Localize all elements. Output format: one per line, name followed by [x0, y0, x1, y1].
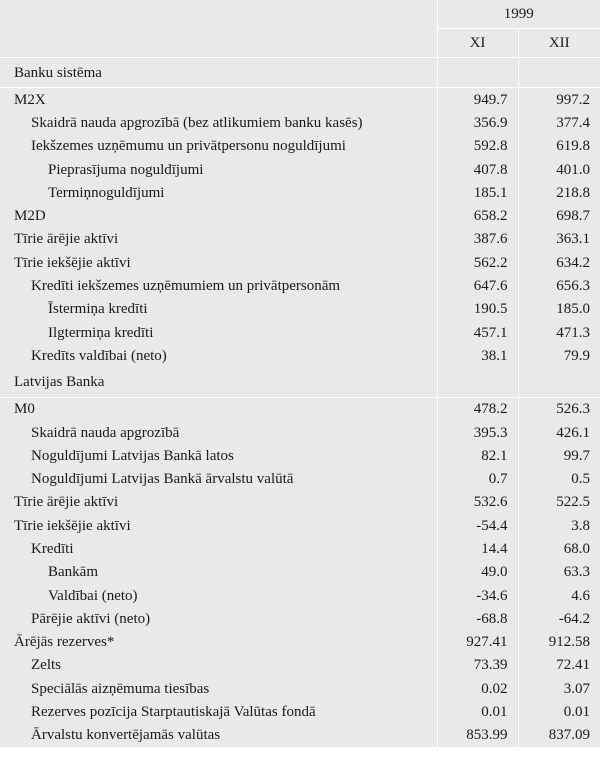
- row-label: Speciālās aizņēmuma tiesības: [31, 680, 210, 697]
- value-xii: 3.07: [518, 677, 600, 700]
- value-xi: 190.5: [437, 298, 518, 321]
- month-header-xi: XI: [437, 29, 518, 58]
- table-row: [0, 537, 600, 560]
- row-label: Kredīti: [31, 540, 74, 557]
- value-xii: 401.0: [518, 158, 600, 181]
- value-xi: 395.3: [437, 421, 518, 444]
- row-label: Valdībai (neto): [48, 587, 138, 604]
- value-xi: -34.6: [437, 584, 518, 607]
- value-xi: 0.02: [437, 677, 518, 700]
- table-row: [0, 251, 600, 274]
- value-xi: 592.8: [437, 135, 518, 158]
- table-row: [0, 491, 600, 514]
- table-row: [0, 677, 600, 700]
- table-row: [0, 181, 600, 204]
- value-xii: 72.41: [518, 654, 600, 677]
- table-row: [0, 204, 600, 227]
- value-xii: 997.2: [518, 88, 600, 112]
- value-xii: 185.0: [518, 298, 600, 321]
- table-row: [0, 298, 600, 321]
- row-label: Termiņnoguldījumi: [48, 184, 165, 201]
- value-xi: 562.2: [437, 251, 518, 274]
- section-blank: [437, 368, 518, 398]
- value-xi: 407.8: [437, 158, 518, 181]
- table-row: [0, 321, 600, 344]
- row-label: Pieprasījuma noguldījumi: [48, 161, 204, 178]
- value-xi: 14.4: [437, 537, 518, 560]
- row-label: Tīrie iekšējie aktīvi: [14, 517, 131, 534]
- value-xii: 377.4: [518, 111, 600, 134]
- table-row: [0, 654, 600, 677]
- row-label: M0: [14, 401, 35, 418]
- value-xii: 522.5: [518, 491, 600, 514]
- table-row: [0, 514, 600, 537]
- value-xii: -64.2: [518, 607, 600, 630]
- table-row: [0, 421, 600, 444]
- section-blank: [437, 58, 518, 88]
- table-row: [0, 607, 600, 630]
- section-header: [0, 58, 600, 88]
- row-label: Kredīti iekšzemes uzņēmumiem un privātpersonām: [31, 278, 341, 295]
- row-label: Zelts: [31, 657, 61, 674]
- header-blank: [0, 0, 437, 29]
- table-row: [0, 344, 600, 367]
- table-row: [0, 724, 600, 747]
- value-xi: 387.6: [437, 228, 518, 251]
- section-blank: [518, 58, 600, 88]
- table-row: [0, 135, 600, 158]
- month-header-xii: XII: [518, 29, 600, 58]
- value-xii: 837.09: [518, 724, 600, 747]
- value-xi: 38.1: [437, 344, 518, 367]
- row-label: Skaidrā nauda apgrozībā: [31, 424, 180, 441]
- row-label: Bankām: [48, 564, 98, 581]
- value-xi: 0.7: [437, 467, 518, 490]
- value-xii: 3.8: [518, 514, 600, 537]
- year-header: 1999: [437, 0, 600, 29]
- value-xi: 853.99: [437, 724, 518, 747]
- table-row: [0, 111, 600, 134]
- value-xi: 949.7: [437, 88, 518, 112]
- row-label: Skaidrā nauda apgrozībā (bez atlikumiem banku kasēs): [31, 114, 363, 131]
- row-label: Iekšzemes uzņēmumu un privātpersonu noguldījumi: [31, 138, 346, 155]
- section-header: [0, 368, 600, 398]
- value-xi: 532.6: [437, 491, 518, 514]
- value-xii: 99.7: [518, 444, 600, 467]
- value-xii: 526.3: [518, 397, 600, 421]
- value-xi: -68.8: [437, 607, 518, 630]
- header-blank: [0, 29, 437, 58]
- value-xii: 63.3: [518, 561, 600, 584]
- value-xi: 647.6: [437, 274, 518, 297]
- row-label: Tīrie iekšējie aktīvi: [14, 254, 131, 271]
- value-xii: 218.8: [518, 181, 600, 204]
- section-title: Banku sistēma: [0, 58, 437, 88]
- table-row: [0, 228, 600, 251]
- value-xii: 79.9: [518, 344, 600, 367]
- value-xii: 912.58: [518, 631, 600, 654]
- row-label: Ārvalstu konvertējamās valūtas: [31, 727, 221, 744]
- row-label: Kredīts valdībai (neto): [31, 347, 167, 364]
- table-row: [0, 397, 600, 421]
- row-label: Ilgtermiņa kredīti: [48, 324, 154, 341]
- table-row: [0, 444, 600, 467]
- value-xii: 698.7: [518, 204, 600, 227]
- value-xi: 49.0: [437, 561, 518, 584]
- value-xi: 0.01: [437, 700, 518, 723]
- header-row-months: [0, 29, 600, 58]
- section-blank: [518, 368, 600, 398]
- table-row: [0, 631, 600, 654]
- row-label: Noguldījumi Latvijas Bankā ārvalstu valūtā: [31, 471, 294, 488]
- row-label: Īstermiņa kredīti: [48, 301, 148, 318]
- value-xii: 619.8: [518, 135, 600, 158]
- value-xi: 73.39: [437, 654, 518, 677]
- value-xii: 471.3: [518, 321, 600, 344]
- section-title: Latvijas Banka: [0, 368, 437, 398]
- value-xii: 0.01: [518, 700, 600, 723]
- row-label: Tīrie ārējie aktīvi: [14, 231, 119, 248]
- row-label: Rezerves pozīcija Starptautiskajā Valūtas fondā: [31, 704, 316, 721]
- row-label: Tīrie ārējie aktīvi: [14, 494, 119, 511]
- value-xi: 185.1: [437, 181, 518, 204]
- table-row: [0, 88, 600, 112]
- table-row: [0, 584, 600, 607]
- value-xii: 363.1: [518, 228, 600, 251]
- table-row: [0, 158, 600, 181]
- row-label: Noguldījumi Latvijas Bankā latos: [31, 447, 234, 464]
- row-label: Pārējie aktīvi (neto): [31, 610, 151, 627]
- table-row: [0, 561, 600, 584]
- table-row: [0, 700, 600, 723]
- value-xii: 4.6: [518, 584, 600, 607]
- row-label: M2D: [14, 208, 46, 225]
- value-xii: 426.1: [518, 421, 600, 444]
- value-xii: 68.0: [518, 537, 600, 560]
- value-xi: -54.4: [437, 514, 518, 537]
- value-xii: 0.5: [518, 467, 600, 490]
- value-xi: 82.1: [437, 444, 518, 467]
- value-xii: 634.2: [518, 251, 600, 274]
- row-label: M2X: [14, 91, 46, 108]
- table-row: [0, 274, 600, 297]
- value-xi: 478.2: [437, 397, 518, 421]
- value-xii: 656.3: [518, 274, 600, 297]
- row-label: Ārējās rezerves*: [14, 634, 115, 651]
- value-xi: 658.2: [437, 204, 518, 227]
- value-xi: 356.9: [437, 111, 518, 134]
- table-row: [0, 467, 600, 490]
- header-row-year: [0, 0, 600, 29]
- value-xi: 927.41: [437, 631, 518, 654]
- value-xi: 457.1: [437, 321, 518, 344]
